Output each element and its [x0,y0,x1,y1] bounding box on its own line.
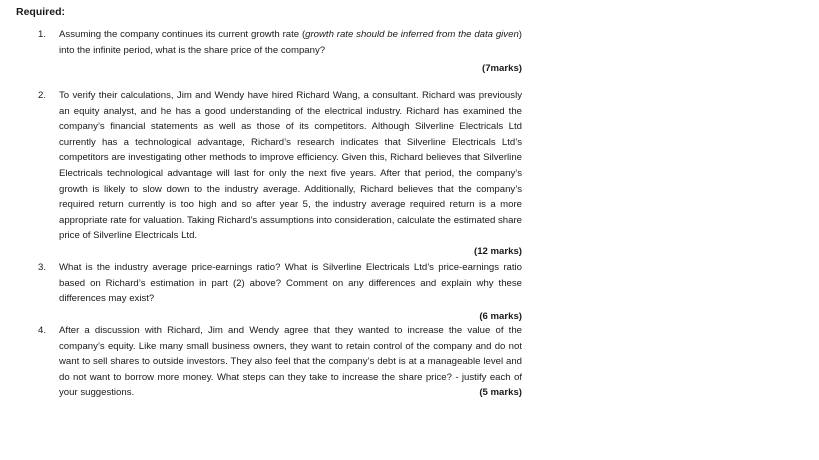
question-text-part: Assuming the company continues its current growth rate ( [59,29,306,40]
question-1 [38,27,522,77]
question-2 [38,88,522,260]
question-marks: (7marks) [482,63,522,75]
question-number: 4. [38,325,47,336]
required-heading: Required: [16,6,66,18]
question-number: 1. [38,29,47,40]
question-number: 2. [38,90,47,101]
question-emphasis: growth rate should be inferred from the data given [305,29,519,40]
question-marks: (5 marks) [479,387,522,399]
question-text: To verify their calculations, Jim and Wendy have hired Richard Wang, a consultant. Richard was previously an equity analyst, and he has a good understanding of the electrical industry. Richard has examined the company’s financial statements as well as those of its competitors. Although Silverline Electricals Ltd currently has a technological advantage, Richard’s research indicates that Silverline Electricals Ltd’s competitors are investigating other methods to improve efficiency. Given this, Richard believes that Silverline Electricals technological advantage will last for only the next five years. After that period, the company’s growth is likely to slow down to the industry average. Additionally, Richard believes that the company’s required return currently is too high and so after year 5, the industry average required return is a more appropriate rate for valuation. Taking Richard’s assumptions into consideration, calculate the estimated share price of Silverline Electricals Ltd. [59,90,522,242]
question-text-part: ) into the infinite period, what is the share price of the company? [59,29,522,56]
question-text [59,323,522,401]
question-text [59,27,522,58]
question-text: What is the industry average price-earnings ratio? What is Silverline Electricals Ltd’s price-earnings ratio based on Richard’s estimation in part (2) above? Comment on any differences and explain why these differences may exist? [59,262,522,305]
question-number: 3. [38,262,47,273]
question-4 [38,323,522,401]
question-body: After a discussion with Richard, Jim and Wendy agree that they wanted to increase the value of the company’s equity. Like many small business owners, they want to retain control of the company and do not want to sell shares to outside investors. They also feel that the company’s debt is at a manageable level and do not want to borrow more money. What steps can they take to increase the share price? - justify each of your suggestions. [59,325,522,399]
question-marks: (12 marks) [474,245,522,257]
question-marks: (6 marks) [479,310,522,322]
question-3 [38,260,522,324]
